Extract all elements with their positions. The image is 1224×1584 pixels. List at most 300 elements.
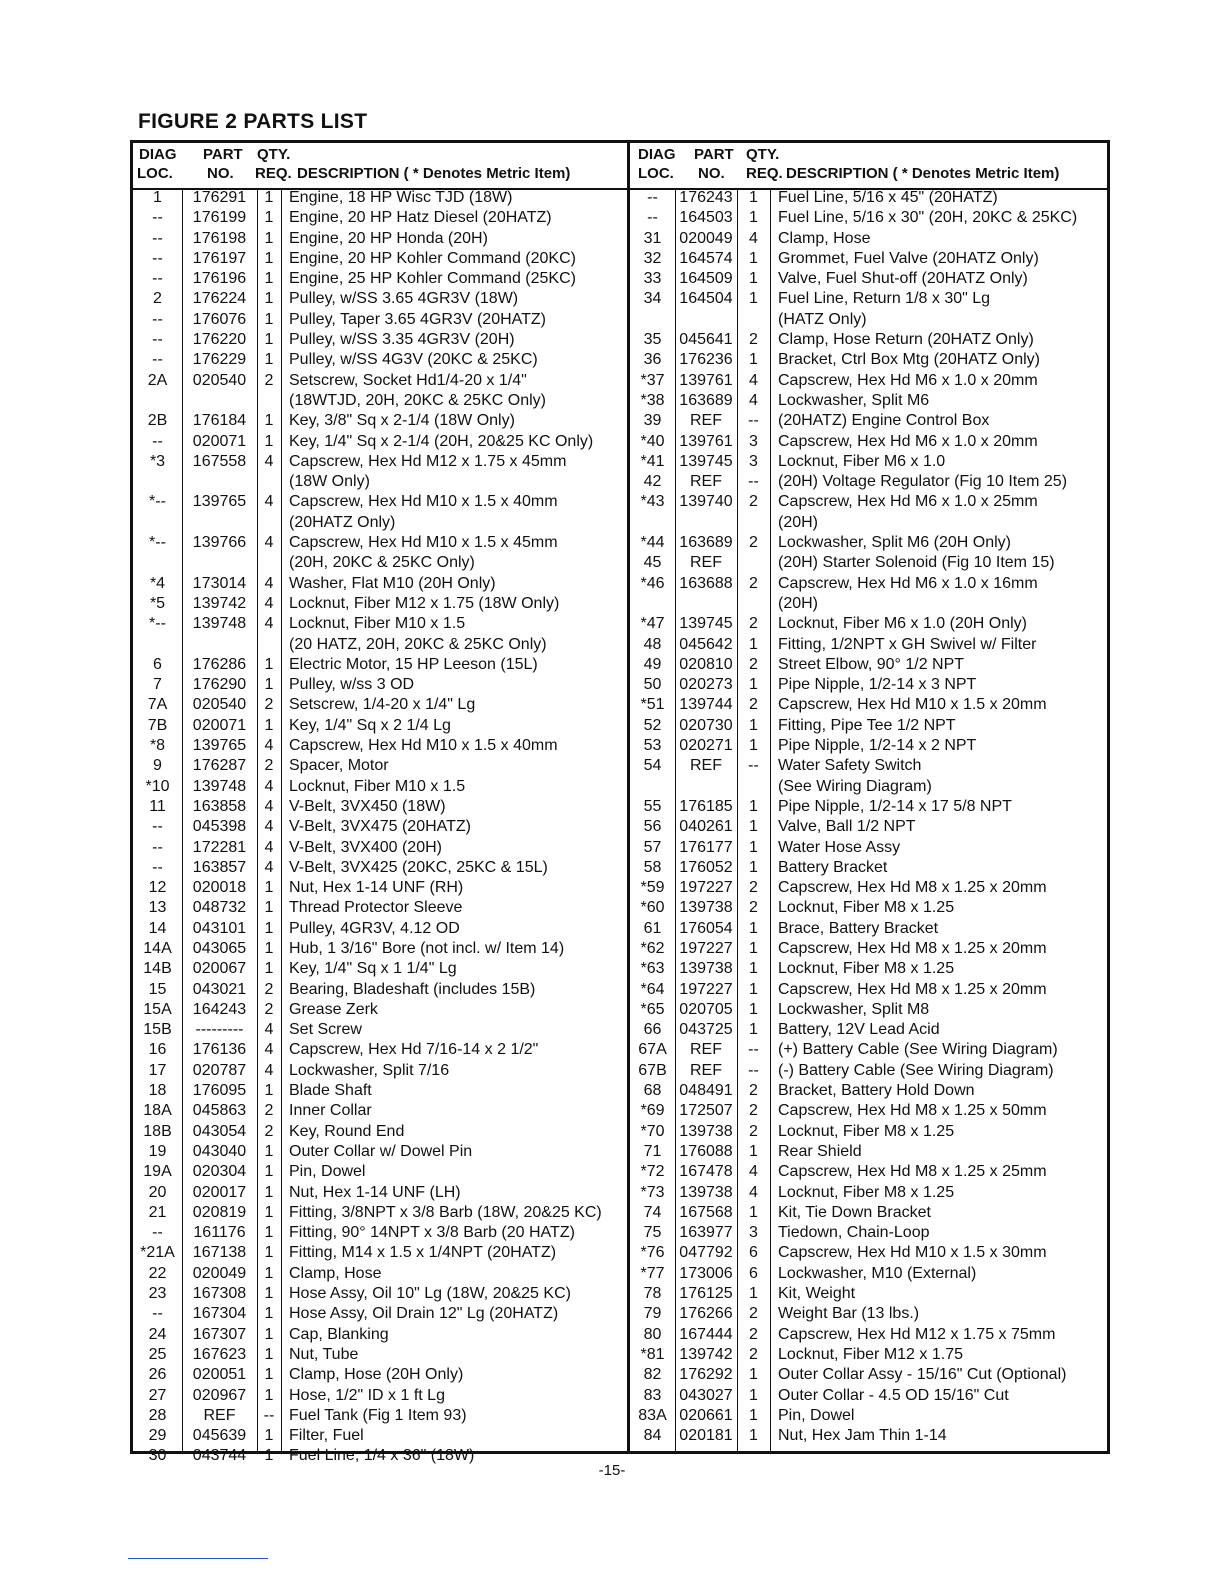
part-no-cell: 167558 <box>192 452 247 470</box>
diag-loc-cell: *5 <box>149 594 166 612</box>
qty-cell: 1 <box>264 1203 274 1221</box>
description-cell: Capscrew, Hex Hd M10 x 1.5 x 40mm <box>289 493 558 511</box>
diag-loc-cell: 15A <box>143 1000 172 1018</box>
description-cell: Capscrew, Hex Hd M10 x 1.5 x 45mm <box>289 534 558 552</box>
part-no-cell: 163689 <box>679 391 733 409</box>
diag-loc-cell: 67B <box>638 1061 667 1079</box>
description-cell: Pulley, w/SS 3.65 4GR3V (18W) <box>289 290 519 308</box>
part-no-cell: 167307 <box>192 1325 247 1343</box>
qty-cell: 2 <box>749 493 758 511</box>
table-row <box>133 310 627 330</box>
qty-cell: 6 <box>749 1264 758 1282</box>
table-row <box>133 898 627 918</box>
description-cell: Blade Shaft <box>289 1082 372 1100</box>
description-cell: Grease Zerk <box>289 1000 378 1018</box>
header-description: DESCRIPTION ( * Denotes Metric Item) <box>786 165 1060 182</box>
diag-loc-cell: *60 <box>640 899 665 917</box>
table-row <box>630 1040 1107 1060</box>
description-cell: Capscrew, Hex Hd M10 x 1.5 x 20mm <box>778 696 1047 714</box>
part-no-cell: 020661 <box>679 1406 733 1424</box>
table-row <box>630 1122 1107 1142</box>
table-row <box>630 756 1107 776</box>
description-cell: Nut, Hex Jam Thin 1-14 <box>778 1427 947 1445</box>
table-row <box>630 472 1107 492</box>
description-cell: Capscrew, Hex Hd M6 x 1.0 x 16mm <box>778 574 1038 592</box>
description-cell: Locknut, Fiber M8 x 1.25 <box>778 1122 955 1140</box>
description-cell: (18W Only) <box>289 473 370 491</box>
diag-loc-cell: 14 <box>148 919 167 937</box>
table-row <box>630 574 1107 594</box>
header-part: PART <box>203 146 243 163</box>
table-row <box>133 533 627 553</box>
part-no-cell: REF <box>690 1061 722 1079</box>
description-cell: Bearing, Bladeshaft (includes 15B) <box>289 980 536 998</box>
part-no-cell: 139765 <box>192 493 247 511</box>
description-cell: Capscrew, Hex Hd M12 x 1.75 x 45mm <box>289 452 567 470</box>
qty-cell: 1 <box>749 1366 758 1384</box>
description-cell: Valve, Ball 1/2 NPT <box>778 818 916 836</box>
description-cell: Fuel Line, 5/16 x 30" (20H, 20KC & 25KC) <box>778 209 1078 227</box>
part-no-cell: 139742 <box>192 594 247 612</box>
table-row <box>630 1304 1107 1324</box>
description-cell: Engine, 20 HP Hatz Diesel (20HATZ) <box>289 209 552 227</box>
qty-cell: 4 <box>264 818 274 836</box>
qty-cell: -- <box>748 757 759 775</box>
table-row <box>630 695 1107 715</box>
table-row <box>133 188 627 208</box>
qty-cell: 1 <box>749 270 758 288</box>
diag-loc-cell: *64 <box>640 980 665 998</box>
diag-loc-cell: 16 <box>148 1041 167 1059</box>
description-cell: Pipe Nipple, 1/2-14 x 17 5/8 NPT <box>778 797 1012 815</box>
diag-loc-cell: *43 <box>640 493 665 511</box>
description-cell: Locknut, Fiber M8 x 1.25 <box>778 1183 955 1201</box>
description-cell: Outer Collar Assy - 15/16" Cut (Optional) <box>778 1366 1067 1384</box>
description-cell: Fitting, 90° 14NPT x 3/8 Barb (20 HATZ) <box>289 1224 575 1242</box>
description-cell: (20H, 20KC & 25KC Only) <box>289 554 475 572</box>
description-cell: Pulley, w/SS 4G3V (20KC & 25KC) <box>289 351 538 369</box>
table-row <box>133 1345 627 1365</box>
description-cell: Capscrew, Hex Hd M8 x 1.25 x 20mm <box>778 879 1047 897</box>
part-no-cell: 176236 <box>679 351 733 369</box>
diag-loc-cell: 23 <box>148 1285 167 1303</box>
qty-cell: 2 <box>264 980 274 998</box>
diag-loc-cell: 7 <box>153 676 162 694</box>
part-no-cell: 176291 <box>192 189 247 206</box>
table-row <box>133 289 627 309</box>
diag-loc-cell: 55 <box>643 797 662 815</box>
part-no-cell: 164509 <box>679 270 733 288</box>
diag-loc-cell: 15 <box>148 980 167 998</box>
qty-cell: 1 <box>264 1366 274 1384</box>
qty-cell: 2 <box>749 655 758 673</box>
diag-loc-cell: 84 <box>643 1427 662 1445</box>
qty-cell: 1 <box>264 1142 274 1160</box>
diag-loc-cell: 25 <box>148 1345 167 1363</box>
description-cell: Street Elbow, 90° 1/2 NPT <box>778 655 965 673</box>
qty-cell: 1 <box>749 635 758 653</box>
table-row <box>133 716 627 736</box>
table-row <box>133 817 627 837</box>
qty-cell: 4 <box>264 838 274 856</box>
description-cell: Water Safety Switch <box>778 757 922 775</box>
description-cell: Key, 1/4" Sq x 2-1/4 (20H, 20&25 KC Only) <box>289 432 594 450</box>
table-row <box>133 452 627 472</box>
qty-cell: 2 <box>749 1102 758 1120</box>
description-cell: Nut, Hex 1-14 UNF (RH) <box>289 879 464 897</box>
qty-cell: 4 <box>264 574 274 592</box>
diag-loc-cell: *59 <box>640 879 665 897</box>
table-row <box>630 655 1107 675</box>
description-cell: Pin, Dowel <box>778 1406 855 1424</box>
diag-loc-cell: *72 <box>640 1163 665 1181</box>
qty-cell: 1 <box>264 899 274 917</box>
description-cell: Water Hose Assy <box>778 838 901 856</box>
diag-loc-cell: 28 <box>148 1406 167 1424</box>
description-cell: (20H) <box>778 594 819 612</box>
table-row <box>133 756 627 776</box>
table-row <box>630 1345 1107 1365</box>
diag-loc-cell: 2 <box>153 290 162 308</box>
qty-cell: 4 <box>749 229 758 247</box>
part-no-cell: 139738 <box>679 960 733 978</box>
qty-cell: 1 <box>749 1406 758 1424</box>
part-no-cell: 043065 <box>192 939 247 957</box>
diag-loc-cell: -- <box>152 229 163 247</box>
table-header <box>133 143 627 190</box>
description-cell: Pipe Nipple, 1/2-14 x 2 NPT <box>778 737 977 755</box>
diag-loc-cell: -- <box>152 432 163 450</box>
qty-cell: 2 <box>749 1082 758 1100</box>
table-row <box>133 594 627 614</box>
part-no-cell: 020181 <box>679 1427 733 1445</box>
diag-loc-cell: 75 <box>643 1224 662 1242</box>
qty-cell: -- <box>748 473 759 491</box>
description-cell: Locknut, Fiber M12 x 1.75 <box>778 1345 963 1363</box>
diag-loc-cell: 74 <box>643 1203 662 1221</box>
diag-loc-cell: *76 <box>640 1244 665 1262</box>
table-row <box>133 350 627 370</box>
table-row <box>630 675 1107 695</box>
part-no-cell: 020071 <box>192 432 247 450</box>
part-no-cell: 164574 <box>679 249 733 267</box>
part-no-cell: 139745 <box>679 615 733 633</box>
diag-loc-cell: -- <box>152 838 163 856</box>
diag-loc-cell: 11 <box>149 797 166 815</box>
qty-cell: 1 <box>264 919 274 937</box>
qty-cell: 4 <box>749 1163 758 1181</box>
description-cell: Key, 1/4" Sq x 1 1/4" Lg <box>289 960 457 978</box>
table-row <box>133 1101 627 1121</box>
diag-loc-cell: 18B <box>143 1122 172 1140</box>
header-loc: LOC. <box>137 165 173 182</box>
part-no-cell: 045863 <box>192 1102 247 1120</box>
table-row <box>133 777 627 797</box>
description-cell: (18WTJD, 20H, 20KC & 25KC Only) <box>289 391 546 409</box>
part-no-cell: 163688 <box>679 574 733 592</box>
description-cell: Pipe Nipple, 1/2-14 x 3 NPT <box>778 676 977 694</box>
description-cell: Thread Protector Sleeve <box>289 899 463 917</box>
description-cell: Nut, Hex 1-14 UNF (LH) <box>289 1183 461 1201</box>
part-no-cell: 045639 <box>192 1427 247 1445</box>
part-no-cell: REF <box>690 554 722 572</box>
table-row <box>133 391 627 411</box>
table-row <box>133 1203 627 1223</box>
diag-loc-cell: 39 <box>643 412 662 430</box>
part-no-cell: 020730 <box>679 716 733 734</box>
diag-loc-cell: *-- <box>149 615 166 633</box>
description-cell: Lockwasher, Split M6 (20H Only) <box>778 534 1011 552</box>
qty-cell: 1 <box>749 676 758 694</box>
part-no-cell: 043054 <box>192 1122 247 1140</box>
part-no-cell: 048491 <box>679 1082 733 1100</box>
qty-cell: 3 <box>749 452 758 470</box>
table-row <box>133 878 627 898</box>
part-no-cell: 176136 <box>192 1041 247 1059</box>
table-row <box>133 492 627 512</box>
qty-cell: 1 <box>749 980 758 998</box>
diag-loc-cell: 67A <box>638 1041 667 1059</box>
part-no-cell: 167623 <box>192 1345 247 1363</box>
qty-cell: 4 <box>264 452 274 470</box>
qty-cell: 1 <box>749 1285 758 1303</box>
diag-loc-cell: 14B <box>143 960 172 978</box>
description-cell: (20HATZ Only) <box>289 513 396 531</box>
diag-loc-cell: *3 <box>149 452 166 470</box>
part-no-cell: 176196 <box>192 270 247 288</box>
table-row <box>133 229 627 249</box>
description-cell: Pulley, Taper 3.65 4GR3V (20HATZ) <box>289 310 546 328</box>
qty-cell: 1 <box>264 960 274 978</box>
table-row <box>630 310 1107 330</box>
qty-cell: 2 <box>264 371 274 389</box>
diag-loc-cell: 53 <box>643 737 662 755</box>
diag-loc-cell: 17 <box>148 1061 167 1079</box>
qty-cell: 2 <box>264 1000 274 1018</box>
description-cell: Capscrew, Hex Hd M6 x 1.0 x 20mm <box>778 371 1038 389</box>
part-no-cell: 139742 <box>679 1345 733 1363</box>
description-cell: Fuel Line, 1/4 x 36" (18W) <box>289 1447 475 1465</box>
table-row <box>133 1365 627 1385</box>
diag-loc-cell: *21A <box>140 1244 175 1262</box>
table-header <box>630 143 1107 190</box>
page-title: FIGURE 2 PARTS LIST <box>138 110 368 133</box>
diag-loc-cell: 14A <box>143 939 172 957</box>
part-no-cell: 173006 <box>679 1264 733 1282</box>
diag-loc-cell: *-- <box>149 493 166 511</box>
diag-loc-cell: *40 <box>640 432 665 450</box>
qty-cell: -- <box>748 412 759 430</box>
qty-cell: 4 <box>264 615 274 633</box>
description-cell: Grommet, Fuel Valve (20HATZ Only) <box>778 249 1039 267</box>
diag-loc-cell: 32 <box>643 249 662 267</box>
qty-cell: 1 <box>264 939 274 957</box>
part-no-cell: 163857 <box>192 858 247 876</box>
part-no-cell: 048732 <box>192 899 247 917</box>
part-no-cell: REF <box>690 473 722 491</box>
table-row <box>133 1406 627 1426</box>
diag-loc-cell: 71 <box>643 1142 662 1160</box>
part-no-cell: --------- <box>195 1021 244 1039</box>
table-row <box>630 1223 1107 1243</box>
table-row <box>630 716 1107 736</box>
description-cell: (20 HATZ, 20H, 20KC & 25KC Only) <box>289 635 547 653</box>
part-no-cell: 172281 <box>192 838 247 856</box>
part-no-cell: 020049 <box>679 229 733 247</box>
part-no-cell: 020540 <box>192 696 247 714</box>
table-row <box>630 432 1107 452</box>
diag-loc-cell: 34 <box>643 290 662 308</box>
diag-loc-cell: 15B <box>143 1021 172 1039</box>
table-row <box>133 1386 627 1406</box>
left-rows <box>133 188 627 1467</box>
table-row <box>630 939 1107 959</box>
table-row <box>630 1426 1107 1446</box>
part-no-cell: 043744 <box>192 1447 247 1465</box>
diag-loc-cell: 6 <box>153 655 162 673</box>
qty-cell: 2 <box>749 1305 758 1323</box>
part-no-cell: 176184 <box>192 412 247 430</box>
diag-loc-cell: 13 <box>148 899 167 917</box>
part-no-cell: 163977 <box>679 1224 733 1242</box>
description-cell: Nut, Tube <box>289 1345 359 1363</box>
qty-cell: 1 <box>264 290 274 308</box>
table-row <box>133 655 627 675</box>
table-row <box>630 1203 1107 1223</box>
diag-loc-cell: -- <box>152 818 163 836</box>
part-no-cell: 167478 <box>679 1163 733 1181</box>
right-rows <box>630 188 1107 1446</box>
part-no-cell: 020273 <box>679 676 733 694</box>
part-no-cell: 164243 <box>192 1000 247 1018</box>
part-no-cell: 020049 <box>192 1264 247 1282</box>
table-row <box>133 1264 627 1284</box>
table-row <box>133 939 627 959</box>
part-no-cell: 043725 <box>679 1021 733 1039</box>
qty-cell: 1 <box>264 1447 274 1465</box>
table-row <box>133 1122 627 1142</box>
diag-loc-cell: -- <box>152 209 163 227</box>
part-no-cell: 139738 <box>679 1122 733 1140</box>
part-no-cell: 176199 <box>192 209 247 227</box>
part-no-cell: 139738 <box>679 899 733 917</box>
part-no-cell: 020271 <box>679 737 733 755</box>
diag-loc-cell: *77 <box>640 1264 665 1282</box>
description-cell: Capscrew, Hex Hd M8 x 1.25 x 25mm <box>778 1163 1047 1181</box>
part-no-cell: 045641 <box>679 331 733 349</box>
table-row <box>630 1183 1107 1203</box>
diag-loc-cell: 36 <box>643 351 662 369</box>
qty-cell: 4 <box>264 858 274 876</box>
qty-cell: 1 <box>749 1142 758 1160</box>
description-cell: Engine, 20 HP Kohler Command (20KC) <box>289 249 576 267</box>
part-no-cell: 176286 <box>192 655 247 673</box>
diag-loc-cell: 12 <box>148 879 167 897</box>
description-cell: Set Screw <box>289 1021 362 1039</box>
description-cell: Hose Assy, Oil Drain 12" Lg (20HATZ) <box>289 1305 559 1323</box>
qty-cell: 2 <box>749 899 758 917</box>
part-no-cell: 197227 <box>679 980 733 998</box>
qty-cell: 1 <box>749 1386 758 1404</box>
qty-cell: 1 <box>749 919 758 937</box>
part-no-cell: 043040 <box>192 1142 247 1160</box>
table-row <box>630 898 1107 918</box>
diag-loc-cell: 78 <box>643 1285 662 1303</box>
link-underline <box>128 1558 268 1559</box>
diag-loc-cell: -- <box>152 331 163 349</box>
description-cell: Spacer, Motor <box>289 757 389 775</box>
description-cell: (20H) <box>778 513 819 531</box>
description-cell: Fitting, 1/2NPT x GH Swivel w/ Filter <box>778 635 1037 653</box>
table-row <box>133 1183 627 1203</box>
table-row <box>133 330 627 350</box>
diag-loc-cell: 9 <box>153 757 162 775</box>
table-row <box>133 1000 627 1020</box>
qty-cell: 1 <box>264 1224 274 1242</box>
qty-cell: 2 <box>749 879 758 897</box>
part-no-cell: 139738 <box>679 1183 733 1201</box>
qty-cell: 1 <box>264 1325 274 1343</box>
part-no-cell: 139761 <box>679 432 733 450</box>
description-cell: Lockwasher, M10 (External) <box>778 1264 977 1282</box>
qty-cell: 1 <box>749 249 758 267</box>
description-cell: Locknut, Fiber M6 x 1.0 <box>778 452 946 470</box>
part-no-cell: 176125 <box>679 1285 733 1303</box>
part-no-cell: 176292 <box>679 1366 733 1384</box>
table-row <box>133 1426 627 1446</box>
table-row <box>630 959 1107 979</box>
part-no-cell: 020540 <box>192 371 247 389</box>
table-row <box>630 858 1107 878</box>
description-cell: Clamp, Hose <box>289 1264 382 1282</box>
header-req: REQ. <box>746 165 783 182</box>
qty-cell: 1 <box>264 351 274 369</box>
qty-cell: 4 <box>749 371 758 389</box>
part-no-cell: 020071 <box>192 716 247 734</box>
diag-loc-cell: *73 <box>640 1183 665 1201</box>
description-cell: Hose Assy, Oil 10" Lg (18W, 20&25 KC) <box>289 1285 571 1303</box>
diag-loc-cell: -- <box>152 270 163 288</box>
qty-cell: -- <box>263 1406 275 1424</box>
description-cell: Locknut, Fiber M8 x 1.25 <box>778 960 955 978</box>
table-row <box>133 797 627 817</box>
qty-cell: 1 <box>749 1021 758 1039</box>
diag-loc-cell: 57 <box>643 838 662 856</box>
table-row <box>133 1020 627 1040</box>
part-no-cell: 164504 <box>679 290 733 308</box>
description-cell: Lockwasher, Split M6 <box>778 391 930 409</box>
qty-cell: 1 <box>749 737 758 755</box>
part-no-cell: 176185 <box>679 797 733 815</box>
part-no-cell: 045398 <box>192 818 247 836</box>
table-row <box>133 513 627 533</box>
qty-cell: 1 <box>264 1427 274 1445</box>
diag-loc-cell: 83 <box>643 1386 662 1404</box>
part-no-cell: 176229 <box>192 351 247 369</box>
header-no: NO. <box>207 165 234 182</box>
diag-loc-cell: *46 <box>640 574 665 592</box>
qty-cell: 2 <box>749 534 758 552</box>
part-no-cell: 163858 <box>192 797 247 815</box>
part-no-cell: 176287 <box>192 757 247 775</box>
diag-loc-cell: *10 <box>145 777 170 795</box>
qty-cell: 1 <box>264 676 274 694</box>
part-no-cell: 043021 <box>192 980 247 998</box>
description-cell: Tiedown, Chain-Loop <box>778 1224 930 1242</box>
description-cell: (-) Battery Cable (See Wiring Diagram) <box>778 1061 1054 1079</box>
table-row <box>133 736 627 756</box>
part-no-cell: 020017 <box>192 1183 247 1201</box>
